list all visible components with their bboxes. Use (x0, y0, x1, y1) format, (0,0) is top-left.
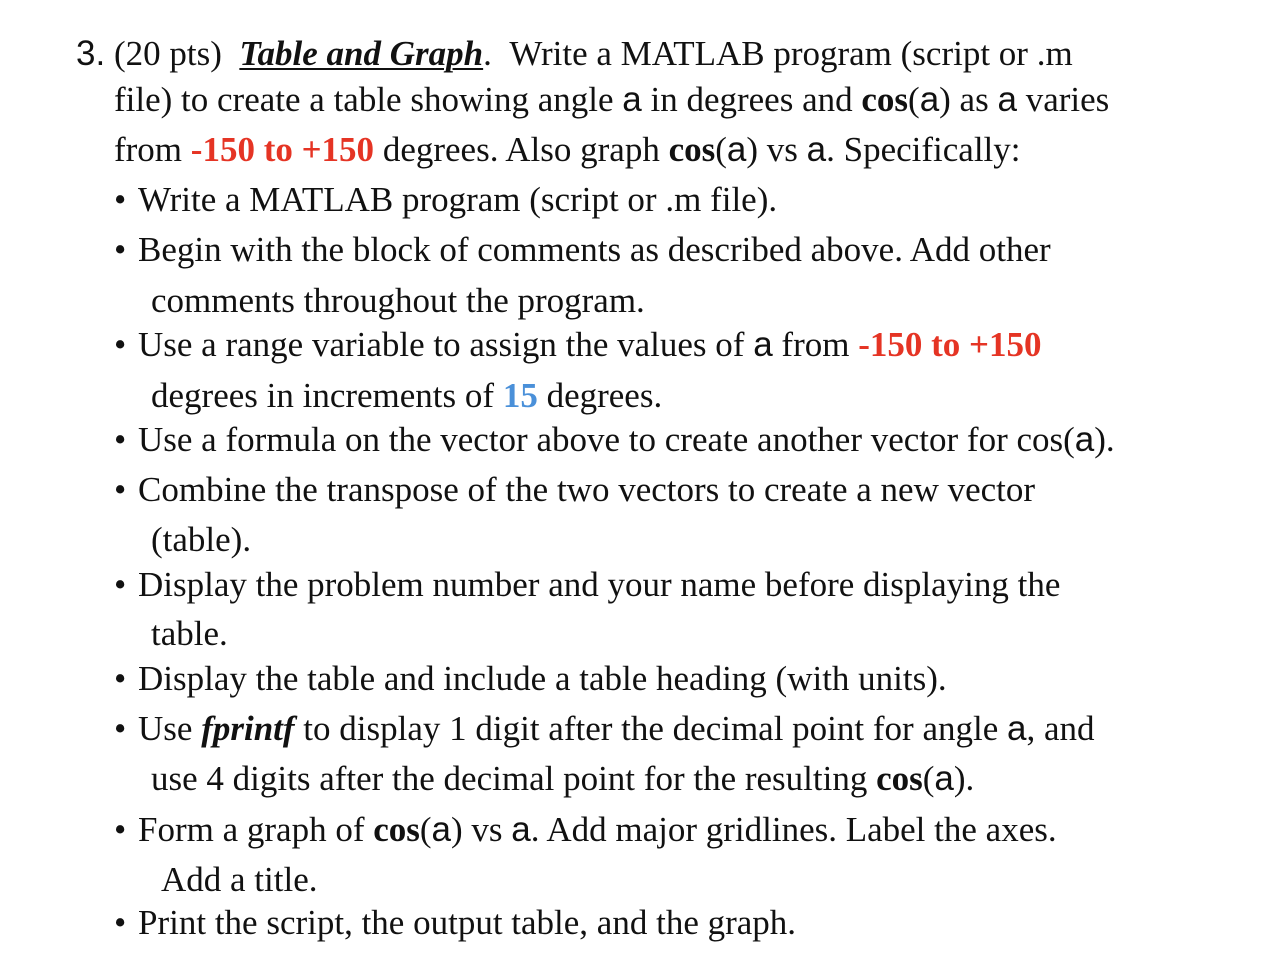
problem-title: Table and Graph (239, 34, 484, 73)
bullet-item: • Display the problem number and your name before displaying the (114, 565, 1061, 604)
bullet-continuation: use 4 digits after the decimal point for the resulting cos(a). (151, 759, 975, 798)
problem-number: 3. (76, 34, 106, 73)
bullet-icon: • (114, 565, 127, 604)
intro-line-3: from -150 to +150 degrees. Also graph cos(a) vs a. Specifically: (114, 130, 1021, 169)
bullet-item: • Use fprintf to display 1 digit after the decimal point for angle a, and (114, 709, 1095, 748)
range-highlight: -150 to +150 (858, 325, 1042, 364)
bullet-item: • Write a MATLAB program (script or .m file). (114, 180, 778, 219)
bullet-icon: • (114, 470, 127, 509)
bullet-continuation: (table). (151, 520, 252, 559)
problem-heading-line: 3. (20 pts) Table and Graph. Write a MATLAB program (script or .m (76, 34, 1073, 73)
bullet-icon: • (114, 709, 127, 748)
bullet-item: • Use a range variable to assign the values of a from -150 to +150 (114, 325, 1042, 364)
bullet-continuation: comments throughout the program. (151, 281, 645, 320)
bullet-icon: • (114, 659, 127, 698)
bullet-icon: • (114, 325, 127, 364)
bullet-icon: • (114, 810, 127, 849)
bullet-item: • Begin with the block of comments as described above. Add other (114, 230, 1051, 269)
bullet-item: • Use a formula on the vector above to create another vector for cos(a). (114, 420, 1115, 459)
bullet-item: • Form a graph of cos(a) vs a. Add major gridlines. Label the axes. (114, 810, 1057, 849)
var-a: a (622, 80, 642, 119)
bullet-item: • Combine the transpose of the two vectors to create a new vector (114, 470, 1036, 509)
intro-line-2: file) to create a table showing angle a in degrees and cos(a) as a varies (114, 80, 1110, 119)
bullet-item: • Print the script, the output table, and the graph. (114, 903, 797, 942)
bullet-continuation: degrees in increments of 15 degrees. (151, 376, 663, 415)
increment-highlight: 15 (502, 376, 538, 415)
bullet-item: • Display the table and include a table heading (with units). (114, 659, 947, 698)
range-highlight: -150 to +150 (190, 130, 375, 169)
bullet-continuation: Add a title. (161, 860, 318, 899)
bullet-icon: • (114, 180, 127, 219)
bullet-icon: • (114, 420, 127, 459)
bullet-continuation: table. (151, 614, 228, 653)
fprintf-keyword: fprintf (201, 709, 295, 748)
problem-points: (20 pts) (113, 34, 222, 73)
intro-text: Write a MATLAB program (script or .m (509, 34, 1073, 73)
bullet-icon: • (114, 903, 127, 942)
bullet-icon: • (114, 230, 127, 269)
